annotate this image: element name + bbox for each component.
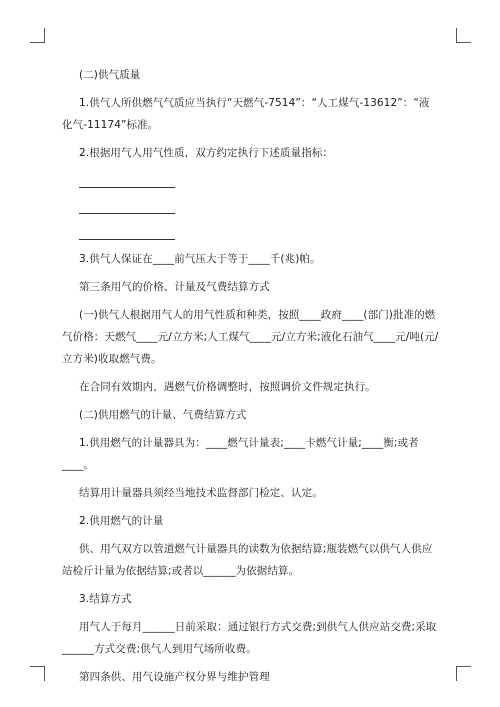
section-heading-metering: (二)供用燃气的计量、气费结算方式 bbox=[79, 409, 247, 421]
subheading-settlement: 3.结算方式 bbox=[79, 593, 132, 605]
article-four-heading: 第四条供、用气设施产权分界与维护管理 bbox=[79, 671, 270, 683]
subheading-metering: 2.供用燃气的计量 bbox=[79, 515, 164, 527]
paragraph-settlement: 用气人于每月______日前采取：通过银行方式交费;到供气人供应站交费;采取______方式交费;供气人到用气场所收费。 bbox=[62, 621, 437, 655]
crop-mark-bottom-left bbox=[30, 666, 45, 681]
paragraph-meter-certification: 结算用计量器具须经当地技术监督部门检定、认定。 bbox=[79, 487, 323, 499]
paragraph-metering-basis: 供、用气双方以管道燃气计量器具的读数为依据结算;瓶装燃气以供气人供应站检斤计量为依据结算;或者以______为依据结算。 bbox=[62, 543, 433, 577]
document-body bbox=[62, 64, 440, 694]
blank-line-2 bbox=[62, 196, 440, 222]
paragraph-pressure: 3.供气人保证在____前气压大于等于____千(兆)帕。 bbox=[79, 253, 321, 265]
paragraph-quality-indicators: 2.根据用气人用气性质，双方约定执行下述质量指标： bbox=[79, 147, 334, 159]
crop-mark-bottom-right bbox=[456, 666, 471, 681]
paragraph-gas-standard: 1.供气人所供燃气气质应当执行“天燃气-7514”：“人工煤气-13612”：“液化气-11174”标准。 bbox=[62, 97, 430, 131]
paragraph-price-adjustment: 在合同有效期内，遇燃气价格调整时，按照调价文件规定执行。 bbox=[79, 381, 376, 393]
paragraph-meter-types: 1.供用燃气的计量器具为：____燃气计量表;____卡燃气计量;____衡;或者____。 bbox=[62, 437, 419, 471]
crop-mark-top-right bbox=[456, 28, 471, 43]
crop-mark-top-left bbox=[30, 28, 45, 43]
blank-line-3 bbox=[62, 222, 440, 248]
paragraph-price: (一)供气人根据用气人的用气性质和种类，按照____政府____(部门)批准的燃气价格：天燃气____元/立方米;人工煤气____元/立方米;液化石油气____元/吨(元/立方米)收取燃气费。 bbox=[62, 309, 439, 365]
blank-line-1 bbox=[62, 170, 440, 196]
article-three-heading: 第三条用气的价格、计量及气费结算方式 bbox=[79, 281, 270, 293]
section-heading-gas-quality: (二)供气质量 bbox=[79, 69, 141, 81]
